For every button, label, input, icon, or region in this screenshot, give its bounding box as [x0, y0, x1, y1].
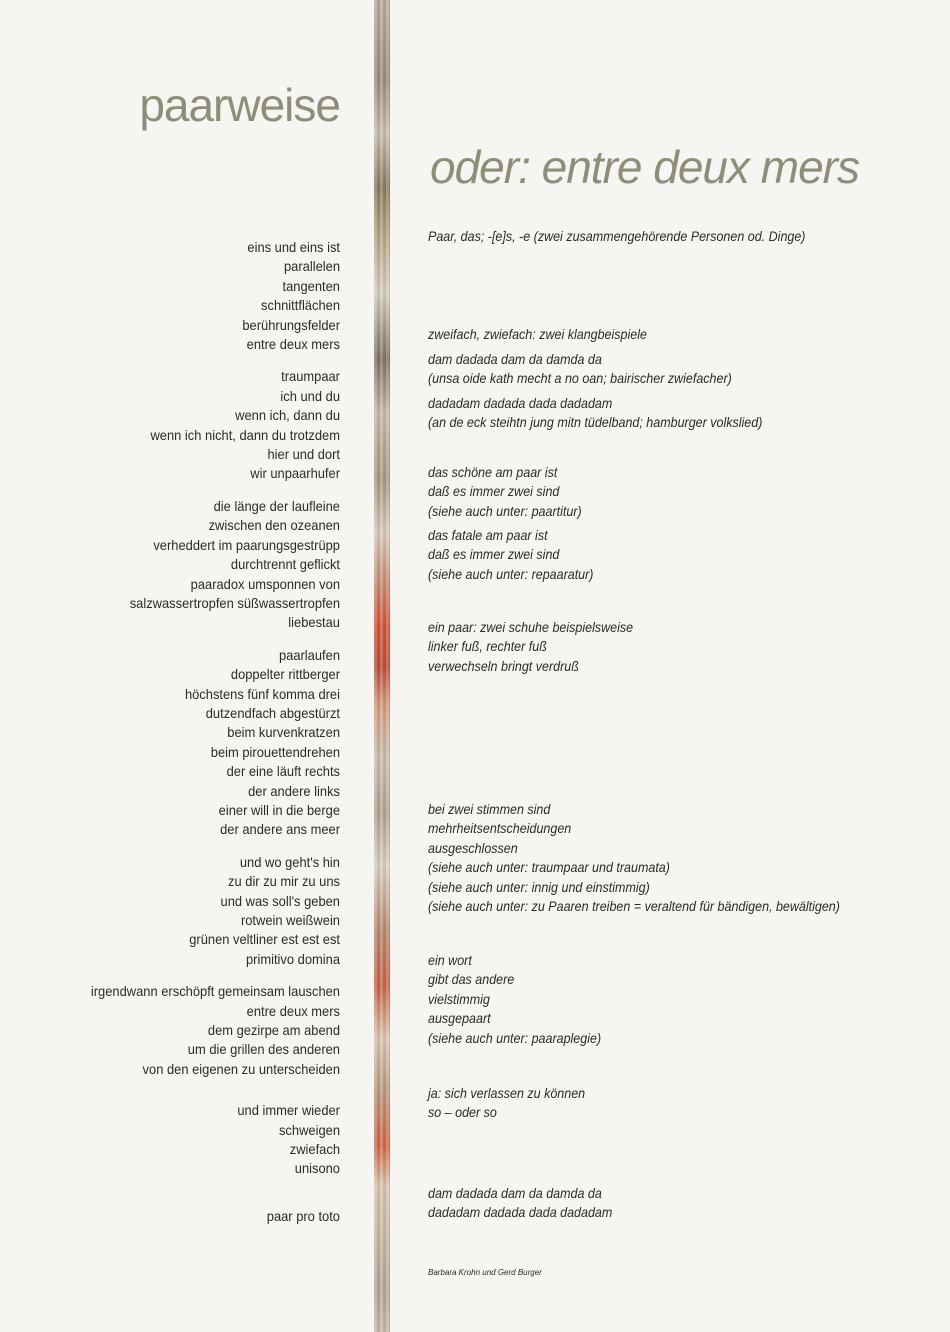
poem-line: beim kurvenkratzen	[227, 725, 340, 741]
poem-line: und immer wieder	[237, 1103, 340, 1119]
poem-line: und was soll's geben	[220, 893, 340, 909]
poem-line: verwechseln bringt verdruß	[428, 658, 579, 674]
poem-line: linker fuß, rechter fuß	[428, 639, 547, 655]
poem-line: primitivo domina	[245, 951, 340, 967]
poem-line: wir unpaarhufer	[250, 466, 340, 482]
poem-line: wenn ich nicht, dann du trotzdem	[150, 427, 340, 443]
left-stanza	[36, 853, 340, 969]
poem-line: ausgepaart	[428, 1011, 491, 1027]
poem-line: höchstens fünf komma drei	[184, 686, 340, 702]
right-block	[428, 951, 616, 1048]
poem-line: verheddert im paarungsgestrüpp	[153, 537, 340, 553]
poem-line: paaradox umsponnen von	[190, 576, 340, 592]
poem-line: (siehe auch unter: traumpaar und traumata)	[428, 860, 670, 876]
poem-line: zweifach, zwiefach: zwei klangbeispiele	[428, 327, 647, 342]
poem-line: (an de eck steihtn jung mitn tüdelband; hamburger volkslied)	[428, 415, 763, 431]
poem-line: durchtrennt geflickt	[230, 557, 340, 573]
poem-line: irgendwann erschöpft gemeinsam lauschen	[90, 984, 340, 1000]
poem-line: ich und du	[280, 388, 340, 404]
right-block	[428, 800, 876, 916]
right-block	[428, 618, 651, 676]
left-stanza	[36, 1101, 340, 1179]
poem-line: (siehe auch unter: zu Paaren treiben = veraltend für bändigen, bewältigen)	[428, 899, 840, 915]
right-block	[428, 1084, 599, 1123]
poem-line: traumpaar	[281, 369, 340, 385]
left-stanza	[36, 238, 340, 354]
poem-line: und wo geht's hin	[239, 854, 340, 870]
poem-line: das schöne am paar ist	[428, 465, 558, 480]
poem-line: das fatale am paar ist	[428, 528, 548, 543]
poem-line: vielstimmig	[428, 991, 490, 1007]
poem-line: berührungsfelder	[242, 317, 340, 333]
poem-line: ein wort	[428, 953, 472, 968]
poem-line: doppelter rittberger	[230, 667, 340, 683]
poem-line: parallelen	[283, 259, 340, 275]
poem-line: dam dadada dam da damda da	[428, 1186, 602, 1201]
poem-line: unisono	[294, 1161, 340, 1177]
poem-line: eins und eins ist	[247, 240, 340, 255]
title-entre-deux-mers: oder: entre deux mers	[430, 141, 860, 193]
right-block	[428, 394, 791, 433]
poem-line: schnittflächen	[261, 298, 340, 314]
poem-line: Paar, das; -[e]s, -e (zwei zusammengehörende Personen od. Dinge)	[428, 229, 806, 244]
poem-line: entre deux mers	[246, 1003, 340, 1019]
poem-line: der andere ans meer	[220, 822, 340, 838]
poem-line: ja: sich verlassen zu können	[428, 1086, 586, 1101]
poem-line: um die grillen des anderen	[187, 1042, 340, 1058]
poem-line: wenn ich, dann du	[235, 408, 340, 424]
poem-line: dam dadada dam da damda da	[428, 352, 602, 367]
poem-line: gibt das andere	[428, 972, 515, 988]
left-stanza	[36, 497, 340, 633]
right-block	[428, 227, 838, 246]
left-stanza	[36, 1207, 340, 1226]
poem-line: schweigen	[278, 1122, 340, 1138]
poem-line: paar pro toto	[266, 1208, 340, 1224]
poem-line: paarlaufen	[278, 647, 340, 663]
poem-line: (siehe auch unter: innig und einstimmig)	[428, 879, 650, 895]
author-credit: Barbara Krohn und Gerd Burger	[428, 1268, 542, 1277]
poem-line: (siehe auch unter: repaaratur)	[428, 566, 594, 582]
poem-line: der eine läuft rechts	[226, 764, 340, 780]
poem-line: zwiefach	[289, 1142, 340, 1158]
poem-line: dem gezirpe am abend	[207, 1023, 340, 1039]
poem-line: (unsa oide kath mecht a no oan; bairischer zwiefacher)	[428, 371, 732, 387]
left-stanza	[36, 982, 340, 1079]
right-block	[428, 1184, 628, 1223]
poem-left-column	[36, 238, 340, 1239]
poem-line: so – oder so	[428, 1105, 497, 1121]
poem-line: einer will in die berge	[218, 802, 340, 818]
poem-line: dadadam dadada dada dadadam	[428, 1205, 613, 1221]
poem-line: bei zwei stimmen sind	[428, 802, 551, 817]
poem-line: ein paar: zwei schuhe beispielsweise	[428, 620, 634, 635]
left-stanza	[36, 367, 340, 483]
poem-line: tangenten	[282, 278, 340, 294]
poem-line: zu dir zu mir zu uns	[228, 874, 340, 890]
right-block	[428, 463, 595, 521]
right-block	[428, 325, 666, 344]
poem-line: zwischen den ozeanen	[208, 518, 340, 534]
poem-line: (siehe auch unter: paartitur)	[428, 503, 582, 519]
poem-line: von den eigenen zu unterscheiden	[142, 1061, 340, 1077]
poem-line: grünen veltliner est est est	[189, 932, 340, 948]
poem-line: ausgeschlossen	[428, 840, 518, 856]
poem-line: der andere links	[248, 783, 340, 799]
poem-line: dadadam dadada dada dadadam	[428, 396, 613, 411]
left-stanza	[36, 646, 340, 840]
poem-line: daß es immer zwei sind	[428, 484, 560, 500]
poem-line: entre deux mers	[246, 337, 340, 353]
poem-line: hier und dort	[267, 447, 340, 463]
poem-line: die länge der laufleine	[213, 498, 340, 514]
poem-line: mehrheitsentscheidungen	[428, 821, 572, 837]
right-block	[428, 350, 758, 389]
poem-line: rotwein weißwein	[240, 913, 340, 928]
right-block	[428, 526, 608, 584]
poem-line: dutzendfach abgestürzt	[205, 705, 340, 721]
poem-line: daß es immer zwei sind	[428, 547, 560, 563]
poem-line: liebestau	[288, 615, 340, 631]
poem-line: (siehe auch unter: paaraplegie)	[428, 1030, 602, 1046]
title-paarweise: paarweise	[139, 79, 340, 131]
poem-line: beim pirouettendrehen	[210, 744, 340, 760]
poem-line: salzwassertropfen süßwassertropfen	[129, 595, 340, 611]
painted-strip-divider	[374, 0, 390, 1332]
